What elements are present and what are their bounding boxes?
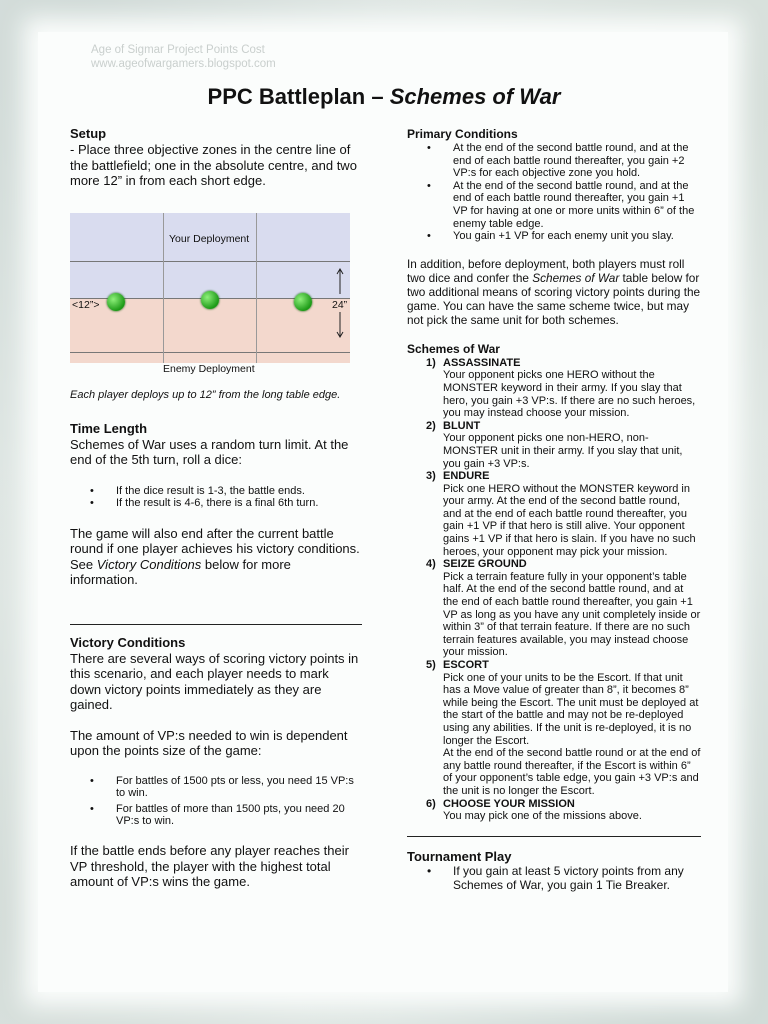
tournament-bullets: [407, 864, 701, 892]
map-grid-line: [70, 352, 350, 353]
victory-heading: Victory Conditions: [70, 634, 186, 650]
time-length-bullets: [70, 485, 362, 510]
list-item: • If you gain at least 5 victory points from any Schemes of War, you gain 1 Tie Breaker.: [407, 864, 701, 892]
left-column: [70, 126, 362, 890]
list-item: • For battles of 1500 pts or less, you need 15 VP:s to win.: [70, 775, 362, 800]
objective-left-icon: [107, 293, 125, 311]
list-item: • At the end of the second battle round, and at the end of each battle round thereafter, you gain +1 VP for having at one or more units within 6” of the enemy table edge.: [407, 180, 701, 230]
victory-p1: There are several ways of scoring victory points in this scenario, and each player needs to mark down victory points immediately as they are gained.: [70, 650, 359, 713]
schemes-list: [407, 357, 701, 823]
section-divider: [407, 836, 701, 837]
list-item: • For battles of more than 1500 pts, you need 20 VP:s to win.: [70, 803, 362, 828]
scheme-item: 6) CHOOSE YOUR MISSION You may pick one of the missions above.: [426, 797, 642, 823]
time-length-outro: The game will also end after the current battle round if one player achieves his victory conditions. See Victory Conditions below for more information.: [70, 525, 360, 588]
header-line-1: Age of Sigmar Project Points Cost: [91, 44, 265, 56]
page-title: [0, 84, 768, 110]
measure-12-label: <12”>: [72, 298, 100, 311]
objective-right-icon: [294, 293, 312, 311]
time-length-intro: Schemes of War uses a random turn limit. At the end of the 5th turn, roll a dice:: [70, 436, 349, 467]
objective-centre-icon: [201, 291, 219, 309]
header-meta: [91, 43, 276, 71]
header-line-2: www.ageofwargamers.blogspot.com: [91, 58, 276, 70]
setup-text: - Place three objective zones in the centre line of the battlefield; one in the absolute centre, and two more 12” in from each short edge.: [70, 142, 357, 188]
right-column: [407, 126, 701, 892]
primary-bullets: [407, 142, 701, 243]
list-item: • If the result is 4-6, there is a final 6th turn.: [70, 497, 362, 510]
scheme-item: 2) BLUNT Your opponent picks one non-HERO, non-MONSTER unit in their army. If you slay that unit, you gain +3 VP:s.: [426, 419, 683, 470]
map-grid-line: [163, 213, 164, 363]
map-caption: Each player deploys up to 12” from the long table edge.: [70, 388, 341, 401]
title-italic: Schemes of War: [389, 84, 561, 109]
scheme-item: 3) ENDURE Pick one HERO without the MONSTER keyword in your army. At the end of the second battle round, and at the end of each battle round thereafter, you gain +1 VP if that hero is still alive. Your opponent gains +1 VP if that hero is slain. If you have no such heroes, your opponent may pick your mission.: [426, 470, 696, 558]
primary-extra: In addition, before deployment, both players must roll two dice and confer the Schemes of War table below for two additional means of scoring victory points during the game. You can have the same scheme twice, but may not pick the same unit for both schemes.: [407, 256, 701, 327]
your-deployment-label: Your Deployment: [169, 232, 250, 245]
setup-heading: Setup: [70, 126, 107, 141]
victory-bullets: [70, 775, 362, 828]
schemes-heading: Schemes of War: [407, 341, 500, 356]
section-divider: [70, 624, 362, 625]
measure-arrow-icon: [335, 268, 345, 338]
primary-heading: Primary Conditions: [407, 127, 518, 141]
scheme-item: 4) SEIZE GROUND Pick a terrain feature fully in your opponent’s table half. At the end of the second battle round, and at the end of each battle round thereafter, you gain +1 VP as long as you have any unit completely inside or within 3” of that terrain feature. If there are no such terrain features available, you may instead choose your mission.: [426, 558, 701, 659]
map-grid-line: [70, 261, 350, 262]
list-item: • If the dice result is 1-3, the battle ends.: [70, 485, 362, 498]
tournament-heading: Tournament Play: [407, 848, 512, 864]
list-item: • At the end of the second battle round, and at the end of each battle round thereafter, you gain +2 VP:s for each objective zone you hold.: [407, 142, 701, 180]
map-grid-line: [256, 213, 257, 363]
your-deployment-zone: [70, 213, 350, 298]
deployment-map: [70, 213, 350, 375]
enemy-deployment-label: Enemy Deployment: [163, 362, 255, 375]
time-length-heading: Time Length: [70, 420, 148, 436]
list-item: • You gain +1 VP for each enemy unit you slay.: [407, 230, 701, 243]
victory-p3: If the battle ends before any player reaches their VP threshold, the player with the highest total amount of VP:s wins the game.: [70, 843, 349, 890]
measure-24-label: 24”: [332, 298, 348, 311]
scheme-item: 1) ASSASSINATE Your opponent picks one HERO without the MONSTER keyword in their army. If you slay that hero, you gain +3 VP:s. If there are no such heroes, you may instead choose your mission.: [426, 356, 696, 420]
scheme-item: 5) ESCORT Pick one of your units to be the Escort. If that unit has a Move value of greater than 8”, it becomes 8” while being the Escort. The unit must be deployed at the start of the battle and may not be re-deployed using any abilities. If the unit is re-deployed, it is no longer the Escort. At the end of the second battle round or at the end of any battle round thereafter, if the Escort is within 6” of your opponent’s table edge, you gain +3 VP:s and the unit is no longer the Escort.: [426, 659, 701, 797]
victory-p2: The amount of VP:s needed to win is dependent upon the points size of the game:: [70, 727, 348, 759]
title-prefix: PPC Battleplan –: [207, 84, 390, 109]
